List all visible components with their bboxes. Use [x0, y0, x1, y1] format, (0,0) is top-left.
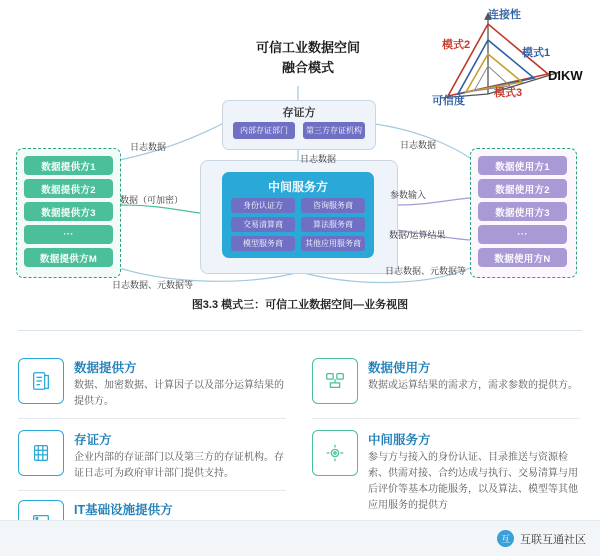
connector-left-log: 日志数据: [130, 142, 167, 152]
document-icon: [18, 358, 64, 404]
card-desc: 数据或运算结果的需求方，需求参数的提供方。: [368, 380, 578, 391]
radar-axis-dikw: DIKW: [548, 68, 583, 83]
card-separator: [18, 490, 286, 491]
card-title: 存证方: [74, 433, 112, 447]
connector-left-bottom: 日志数据、元数据等: [112, 280, 194, 290]
diagram-title: [228, 38, 388, 77]
section-divider: [18, 330, 582, 331]
radar-mode3-label: 模式3: [494, 87, 523, 99]
exchange-icon: [312, 358, 358, 404]
figure-caption: 图3.3 模式三：可信工业数据空间—业务视图: [191, 299, 409, 311]
footer-brand[interactable]: [497, 530, 586, 547]
evidence-chip-thirdparty: 第三方存证机构: [303, 122, 365, 139]
data-user-n: 数据使用方N: [478, 248, 567, 267]
data-user-3: 数据使用方3: [478, 202, 567, 221]
connector-left-data: 数据（可加密）: [120, 195, 184, 205]
radar-mode1-label: 模式1: [522, 47, 551, 59]
data-user-ellipsis: ···: [478, 225, 567, 244]
data-user-2: 数据使用方2: [478, 179, 567, 198]
middle-chip-0: 身份认证方: [231, 198, 295, 213]
card-desc: 参与方与接入的身份认证、目录推送与资源检索、供需对接、合约达成与执行、交易清算与用后评价等基本功能服务，以及算法、模型等其他应用服务的提供方: [368, 452, 578, 511]
middle-chip-2: 交易清算商: [231, 217, 295, 232]
footer-bar: [0, 520, 600, 556]
data-provider-ellipsis: ···: [24, 225, 113, 244]
card-title: 中间服务方: [368, 433, 431, 447]
radar-mode2-label: 模式2: [442, 39, 471, 51]
data-provider-m: 数据提供方M: [24, 248, 113, 267]
connector-right-bottom: 日志数据、元数据等: [385, 266, 467, 276]
middle-service-title: 中间服务方: [267, 180, 328, 194]
card-desc: 数据、加密数据、计算因子以及部分运算结果的提供方。: [74, 380, 284, 407]
diagram-title-line1: 可信工业数据空间: [255, 40, 360, 55]
middle-chip-5: 其他应用服务商: [301, 236, 365, 251]
data-provider-1: 数据提供方1: [24, 156, 113, 175]
data-provider-group: [16, 148, 121, 278]
data-provider-3: 数据提供方3: [24, 202, 113, 221]
card-separator: [18, 418, 286, 419]
evidence-chip-internal: 内部存证部门: [233, 122, 295, 139]
data-user-1: 数据使用方1: [478, 156, 567, 175]
connector-center-log: 日志数据: [300, 154, 337, 164]
connector-right-param: 参数输入: [390, 190, 427, 200]
radar-axis-connectivity: 连接性: [488, 9, 521, 21]
brand-name: 互联互通社区: [520, 533, 586, 546]
middle-chip-4: 模型服务商: [231, 236, 295, 251]
card-title: 数据提供方: [74, 361, 137, 375]
role-cards: [0, 346, 600, 536]
middle-chip-3: 算法服务商: [301, 217, 365, 232]
data-provider-2: 数据提供方2: [24, 179, 113, 198]
connector-right-log: 日志数据: [400, 140, 437, 150]
middle-service-box: [222, 172, 374, 258]
radar-axis-trust: 可信度: [432, 95, 465, 107]
diagram-title-line2: 融合模式: [281, 59, 334, 75]
radar-chart: [410, 6, 595, 121]
card-separator: [312, 418, 580, 419]
evidence-party-box: [222, 100, 376, 150]
gear-network-icon: [312, 430, 358, 476]
database-icon: [18, 430, 64, 476]
middle-chip-1: 咨询服务商: [301, 198, 365, 213]
data-user-group: [470, 148, 577, 278]
card-title: 数据使用方: [368, 361, 431, 375]
card-desc: 企业内部的存证部门以及第三方的存证机构。存证日志可为政府审计部门提供支持。: [74, 452, 284, 479]
brand-logo-icon: 互: [497, 530, 514, 547]
connector-right-result: 数据/运算结果: [389, 230, 446, 240]
card-title: IT基础设施提供方: [74, 503, 173, 517]
evidence-party-title: 存证方: [282, 107, 316, 119]
